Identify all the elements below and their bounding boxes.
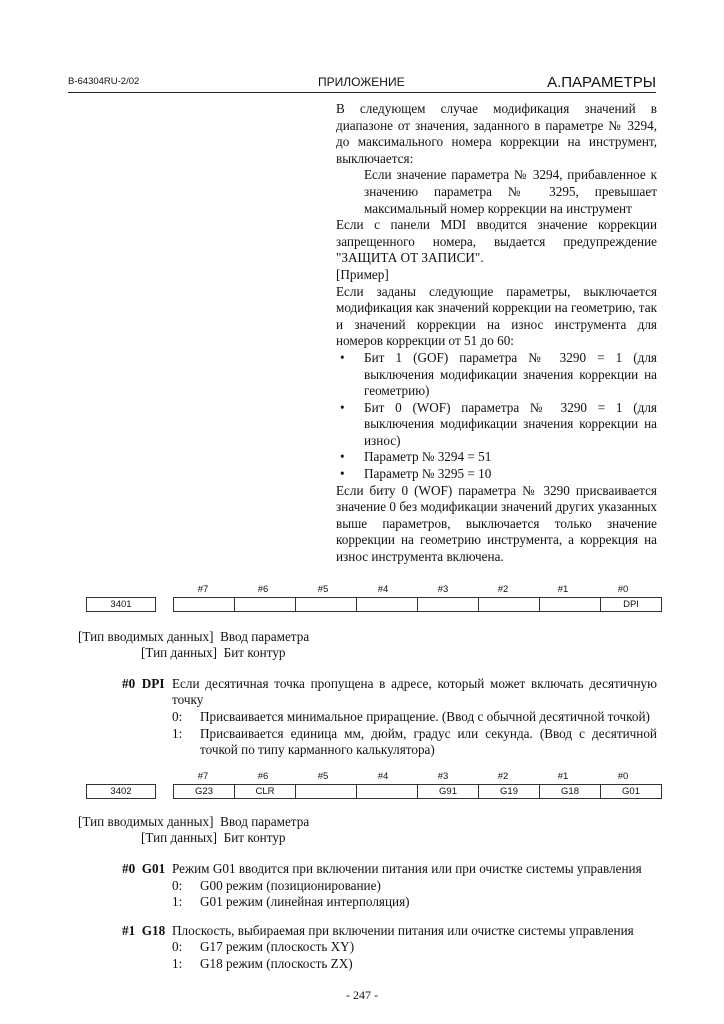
- bit-name: G18: [141, 922, 166, 938]
- bit-header: #3: [437, 583, 449, 595]
- input-type-value: Ввод параметра: [220, 628, 310, 644]
- parameter-number: 3402: [86, 784, 156, 799]
- paragraph: В следующем случае модификация значений в диапазоне от значения, заданного в параметре № 3294, до максимального номера коррекции на инструмент, выключается:: [336, 101, 657, 166]
- bit-cells: [173, 784, 662, 799]
- bit-cell: [234, 598, 295, 611]
- list-item: • Бит 0 (WOF) параметра № 3290 = 1 (для выключения модификации значения коррекции на износ): [336, 400, 657, 450]
- data-type-row: [141, 645, 724, 662]
- bit-header: #5: [317, 583, 329, 595]
- data-type-value: Бит контур: [223, 645, 286, 661]
- option-text: G17 режим (плоскость XY): [200, 939, 355, 955]
- bit-label: [122, 676, 172, 759]
- list-item: • Бит 1 (GOF) параметра № 3290 = 1 (для выключения модификации значения коррекции на геометрию): [336, 350, 657, 400]
- description: Режим G01 вводится при включении питания или при очистке системы управления: [172, 860, 642, 876]
- parameter-3402-table: [86, 771, 724, 801]
- option-key: 0:: [172, 939, 183, 955]
- option-text: G00 режим (позиционирование): [200, 877, 381, 893]
- bit-name: G01: [141, 860, 166, 876]
- bit-cell: [295, 785, 356, 798]
- option: [172, 878, 657, 895]
- option: [172, 709, 657, 726]
- option-key: 0:: [172, 877, 183, 893]
- bit-header: #0: [617, 583, 629, 595]
- option: [172, 956, 657, 973]
- bit-cell: [356, 598, 417, 611]
- list-item: • Параметр № 3294 = 51: [336, 449, 657, 466]
- option-text: Присваивается единица мм, дюйм, градус или секунда. (Ввод с десятичной точкой по типу карманного калькулятора): [200, 725, 657, 758]
- bit-header: #4: [377, 583, 389, 595]
- bit-id: #0: [122, 675, 136, 691]
- bit-cell: [539, 598, 600, 611]
- input-type-row: [78, 629, 724, 646]
- input-type-value: Ввод параметра: [220, 813, 310, 829]
- paragraph: Если биту 0 (WOF) параметра № 3290 присваивается значение 0 без модификации значений других указанных выше параметров, выключается только значение коррекции на геометрию инструмента, а коррекция на износ инструмента включена.: [336, 482, 657, 565]
- bit-id: #1: [122, 922, 136, 938]
- bit-cell: G18: [539, 785, 600, 798]
- bit-cell: [356, 785, 417, 798]
- data-type-label: [Тип данных]: [141, 830, 218, 846]
- bit-cell: DPI: [600, 598, 661, 611]
- data-type-row: [141, 830, 724, 847]
- option-text: G18 режим (плоскость ZX): [200, 955, 353, 971]
- bit-header: #0: [617, 770, 629, 782]
- input-type-label: [Тип вводимых данных]: [78, 813, 214, 829]
- input-type-label: [Тип вводимых данных]: [78, 628, 214, 644]
- page-number: - 247 -: [346, 988, 378, 1003]
- bit-description: [172, 676, 657, 759]
- description: Плоскость, выбираемая при включении питания или очистке системы управления: [172, 922, 634, 938]
- bit-cell: [295, 598, 356, 611]
- option-key: 1:: [172, 894, 183, 910]
- section-title: ПРИЛОЖЕНИЕ: [318, 75, 405, 90]
- input-type-row: [78, 814, 724, 831]
- bit-description: [172, 923, 657, 973]
- paragraph: [Пример]: [336, 266, 389, 282]
- option-key: 0:: [172, 709, 183, 724]
- option-key: 1:: [172, 955, 183, 971]
- bit-header: #3: [437, 770, 449, 782]
- option-key: 1:: [172, 725, 183, 741]
- bit-header: #6: [257, 770, 269, 782]
- bit-name: DPI: [141, 675, 165, 691]
- bit-header: #1: [557, 770, 569, 782]
- bit-header: #6: [257, 583, 269, 595]
- bit-cell: [478, 598, 539, 611]
- bit-header: #5: [317, 770, 329, 782]
- chapter-title: A.ПАРАМЕТРЫ: [547, 74, 656, 92]
- bit-cell: CLR: [234, 785, 295, 798]
- option: [172, 726, 657, 759]
- data-type-value: Бит контур: [223, 830, 286, 846]
- parameter-number: 3401: [86, 597, 156, 612]
- bit-entry: [122, 861, 657, 911]
- bit-cell: [174, 598, 234, 611]
- paragraph: Если заданы следующие параметры, выключается модификация как значений коррекции на геометрию, так и значений коррекции на износ инструмента для номеров коррекции от 51 до 60:: [336, 283, 657, 349]
- bit-cell: [417, 598, 478, 611]
- bit-cell: G19: [478, 785, 539, 798]
- bit-cells: [173, 597, 662, 612]
- bit-label: [122, 861, 172, 911]
- option-text: Присваивается минимальное приращение. (Ввод с обычной десятичной точкой): [200, 709, 650, 724]
- option: [172, 894, 657, 911]
- option-text: G01 режим (линейная интерполяция): [200, 894, 410, 910]
- paragraph: Если с панели MDI вводится значение коррекции запрещенного номера, выдается предупреждение "ЗАЩИТА ОТ ЗАПИСИ".: [336, 217, 657, 266]
- page-header: [68, 76, 656, 93]
- intro-text: [336, 101, 657, 566]
- bit-entry: [122, 676, 657, 759]
- bit-header: #4: [377, 770, 389, 782]
- paragraph: Если значение параметра № 3294, прибавленное к значению параметра № 3295, превышает максимальный номер коррекции на инструмент: [364, 167, 657, 216]
- bit-cell: G91: [417, 785, 478, 798]
- bit-entry: [122, 923, 657, 973]
- doc-id: B-64304RU-2/02: [68, 76, 140, 88]
- data-type-label: [Тип данных]: [141, 645, 218, 661]
- bit-label: [122, 923, 172, 973]
- bit-header: #7: [197, 583, 209, 595]
- option: [172, 939, 657, 956]
- parameter-3401-table: [86, 584, 724, 614]
- bit-cell: G23: [195, 785, 213, 797]
- bit-id: #0: [122, 860, 136, 876]
- bit-header: #7: [197, 770, 209, 782]
- bit-header: #2: [497, 770, 509, 782]
- bit-header: #2: [497, 583, 509, 595]
- list-item: • Параметр № 3295 = 10: [336, 466, 657, 483]
- description: Если десятичная точка пропущена в адресе, который может включать десятичную точку: [172, 675, 657, 708]
- bit-header: #1: [557, 583, 569, 595]
- bit-description: [172, 861, 657, 911]
- bit-cell: G01: [600, 785, 661, 798]
